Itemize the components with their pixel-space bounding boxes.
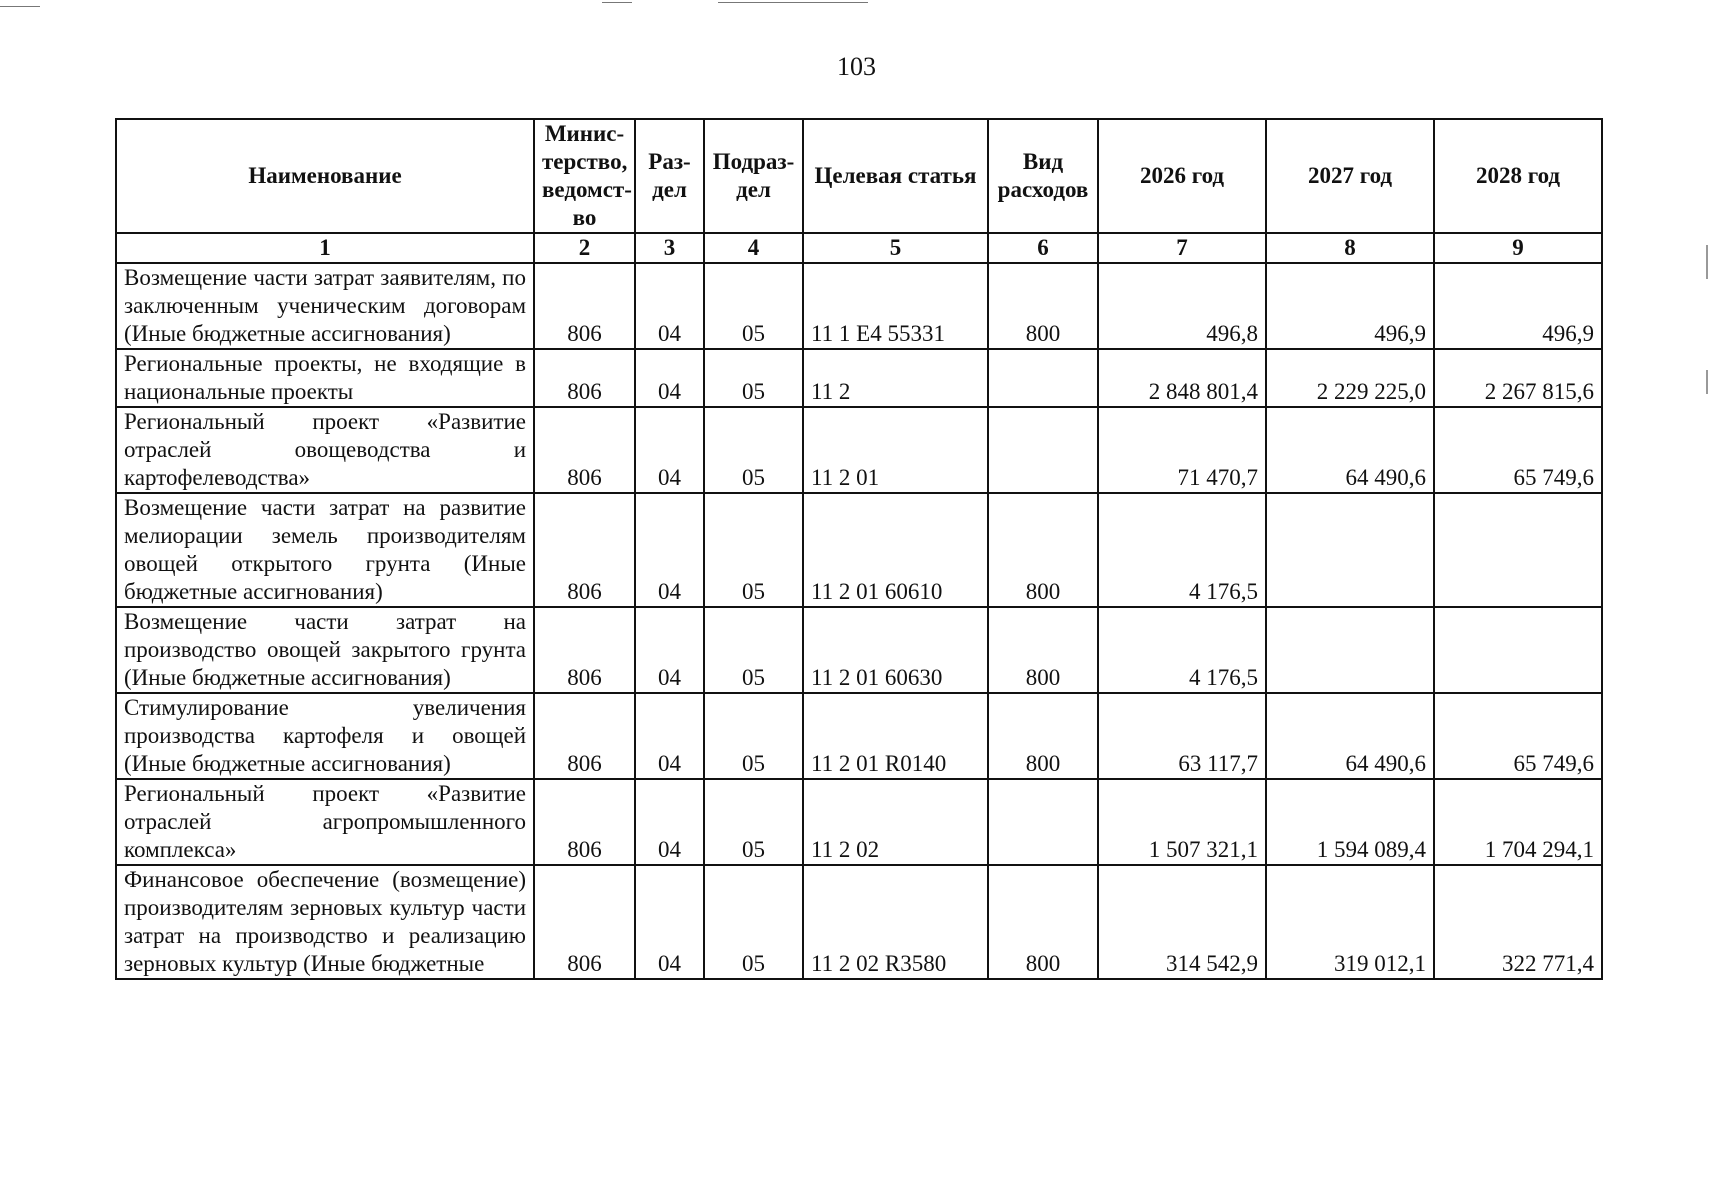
table-row (116, 607, 1602, 693)
row-expense-type: 800 (988, 865, 1098, 979)
row-expense-type: 800 (988, 493, 1098, 607)
row-amount-2028: 1 704 294,1 (1434, 779, 1602, 865)
row-ministry: 806 (534, 779, 635, 865)
table-row (116, 693, 1602, 779)
row-target-article: 11 2 (803, 349, 988, 407)
row-amount-2027: 496,9 (1266, 263, 1434, 349)
row-amount-2028: 496,9 (1434, 263, 1602, 349)
row-name: Возмещение части затрат на развитие мелиорации земель производителям овощей открытого грунта (Иные бюджетные ассигнования) (116, 493, 534, 607)
row-amount-2026: 63 117,7 (1098, 693, 1266, 779)
row-subsection: 05 (704, 349, 803, 407)
row-amount-2026: 314 542,9 (1098, 865, 1266, 979)
row-subsection: 05 (704, 407, 803, 493)
row-amount-2026: 4 176,5 (1098, 493, 1266, 607)
row-subsection: 05 (704, 607, 803, 693)
column-number-row (116, 233, 1602, 263)
column-number: 2 (534, 233, 635, 263)
row-name: Региональные проекты, не входящие в национальные проекты (116, 349, 534, 407)
row-amount-2027: 64 490,6 (1266, 407, 1434, 493)
row-name: Региональный проект «Развитие отраслей овощеводства и картофелеводства» (116, 407, 534, 493)
row-name: Возмещение части затрат на производство овощей закрытого грунта (Иные бюджетные ассигнования) (116, 607, 534, 693)
row-amount-2028: 65 749,6 (1434, 693, 1602, 779)
row-amount-2027: 1 594 089,4 (1266, 779, 1434, 865)
row-amount-2027: 319 012,1 (1266, 865, 1434, 979)
row-amount-2026: 2 848 801,4 (1098, 349, 1266, 407)
row-expense-type: 800 (988, 607, 1098, 693)
row-amount-2028: 65 749,6 (1434, 407, 1602, 493)
row-subsection: 05 (704, 693, 803, 779)
scan-mark-right-2 (1706, 370, 1708, 394)
row-section: 04 (635, 607, 704, 693)
header-2028: 2028 год (1434, 119, 1602, 233)
scan-mark-top-center-1 (602, 2, 632, 3)
row-ministry: 806 (534, 493, 635, 607)
row-section: 04 (635, 349, 704, 407)
table-row (116, 349, 1602, 407)
row-amount-2027: 64 490,6 (1266, 693, 1434, 779)
column-number: 4 (704, 233, 803, 263)
row-amount-2026: 71 470,7 (1098, 407, 1266, 493)
row-target-article: 11 2 01 (803, 407, 988, 493)
row-subsection: 05 (704, 493, 803, 607)
header-section: Раз-дел (635, 119, 704, 233)
row-subsection: 05 (704, 865, 803, 979)
row-section: 04 (635, 693, 704, 779)
row-subsection: 05 (704, 263, 803, 349)
row-expense-type (988, 779, 1098, 865)
row-name: Стимулирование увеличения производства картофеля и овощей (Иные бюджетные ассигнования) (116, 693, 534, 779)
header-expense-type: Вид расходов (988, 119, 1098, 233)
row-section: 04 (635, 263, 704, 349)
row-expense-type: 800 (988, 693, 1098, 779)
table-row (116, 779, 1602, 865)
row-target-article: 11 2 01 R0140 (803, 693, 988, 779)
row-amount-2026: 1 507 321,1 (1098, 779, 1266, 865)
row-ministry: 806 (534, 693, 635, 779)
row-ministry: 806 (534, 407, 635, 493)
header-subsection: Подраз-дел (704, 119, 803, 233)
row-expense-type: 800 (988, 263, 1098, 349)
row-section: 04 (635, 779, 704, 865)
row-amount-2027: 2 229 225,0 (1266, 349, 1434, 407)
row-expense-type (988, 407, 1098, 493)
column-number: 8 (1266, 233, 1434, 263)
row-section: 04 (635, 493, 704, 607)
column-number: 3 (635, 233, 704, 263)
scan-mark-top-center-2 (718, 2, 868, 3)
table-row (116, 263, 1602, 349)
row-ministry: 806 (534, 263, 635, 349)
row-amount-2027 (1266, 493, 1434, 607)
row-amount-2028 (1434, 493, 1602, 607)
row-amount-2028: 322 771,4 (1434, 865, 1602, 979)
row-target-article: 11 2 01 60630 (803, 607, 988, 693)
row-name: Региональный проект «Развитие отраслей агропромышленного комплекса» (116, 779, 534, 865)
header-ministry: Минис-терство, ведомст-во (534, 119, 635, 233)
row-section: 04 (635, 407, 704, 493)
scan-mark-right-1 (1706, 245, 1708, 279)
row-target-article: 11 2 01 60610 (803, 493, 988, 607)
header-2027: 2027 год (1266, 119, 1434, 233)
row-expense-type (988, 349, 1098, 407)
budget-table (115, 118, 1603, 980)
row-subsection: 05 (704, 779, 803, 865)
row-amount-2027 (1266, 607, 1434, 693)
column-number: 6 (988, 233, 1098, 263)
header-name: Наименование (116, 119, 534, 233)
header-2026: 2026 год (1098, 119, 1266, 233)
row-amount-2028 (1434, 607, 1602, 693)
table-row (116, 407, 1602, 493)
row-target-article: 11 2 02 R3580 (803, 865, 988, 979)
table-row (116, 865, 1602, 979)
row-ministry: 806 (534, 865, 635, 979)
row-name: Возмещение части затрат заявителям, по заключенным ученическим договорам (Иные бюджетные ассигнования) (116, 263, 534, 349)
table-row (116, 493, 1602, 607)
column-number: 5 (803, 233, 988, 263)
scan-mark-top-left (0, 6, 40, 7)
row-ministry: 806 (534, 349, 635, 407)
row-target-article: 11 2 02 (803, 779, 988, 865)
row-name: Финансовое обеспечение (возмещение) производителям зерновых культур части затрат на производство и реализацию зерновых культур (Иные бюджетные (116, 865, 534, 979)
header-row (116, 119, 1602, 233)
header-target-article: Целевая статья (803, 119, 988, 233)
row-amount-2026: 496,8 (1098, 263, 1266, 349)
column-number: 7 (1098, 233, 1266, 263)
page-number: 103 (837, 52, 876, 81)
row-section: 04 (635, 865, 704, 979)
column-number: 9 (1434, 233, 1602, 263)
row-target-article: 11 1 E4 55331 (803, 263, 988, 349)
row-amount-2028: 2 267 815,6 (1434, 349, 1602, 407)
row-ministry: 806 (534, 607, 635, 693)
row-amount-2026: 4 176,5 (1098, 607, 1266, 693)
column-number: 1 (116, 233, 534, 263)
